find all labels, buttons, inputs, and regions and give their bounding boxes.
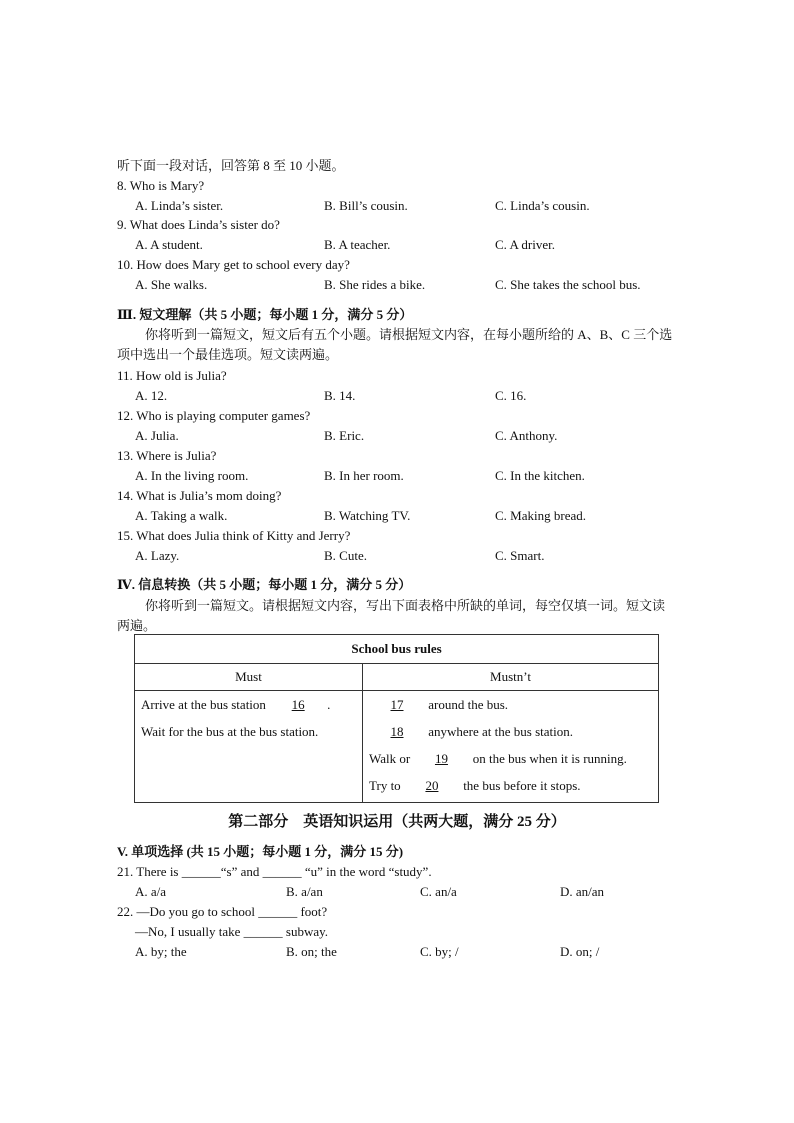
mustnt-column-header: Mustn’t — [363, 664, 659, 691]
question-13: 13. Where is Julia? — [117, 448, 217, 463]
must-cell — [135, 691, 363, 803]
mustnt-rule-3-text: on the bus when it is running. — [472, 751, 627, 766]
question-11-option-a: A. 12. — [135, 388, 168, 403]
question-14-option-c: C. Making bread. — [495, 508, 586, 523]
question-21-option-b: B. a/an — [286, 884, 323, 899]
question-11: 11. How old is Julia? — [117, 368, 227, 383]
question-11-option-c: C. 16. — [495, 388, 527, 403]
question-11-option-b: B. 14. — [324, 388, 356, 403]
question-9-option-b: B. A teacher. — [324, 237, 391, 252]
question-10-option-b: B. She rides a bike. — [324, 277, 426, 292]
blank-19[interactable]: 19 — [434, 751, 448, 766]
question-13-option-a: A. In the living room. — [135, 468, 249, 483]
question-8-option-b: B. Bill’s cousin. — [324, 198, 408, 213]
question-8-option-c: C. Linda’s cousin. — [495, 198, 590, 213]
table-caption: School bus rules — [135, 635, 659, 664]
section-3-title: Ⅲ. 短文理解（共 5 小题；每小题 1 分，满分 5 分） — [117, 307, 413, 322]
mustnt-rule-2 — [369, 724, 652, 751]
section-4-instruction: 你将听到一篇短文。请根据短文内容，写出下面表格中所缺的单词，每空仅填一词。短文读两遍。 — [117, 598, 666, 633]
question-12-option-c: C. Anthony. — [495, 428, 558, 443]
must-column-header: Must — [135, 664, 363, 691]
section-3-instruction: 你将听到一篇短文，短文后有五个小题。请根据短文内容，在每小题所给的 A、B、C 三个选项中选出一个最佳选项。短文读两遍。 — [117, 327, 673, 362]
mustnt-rule-4-text: the bus before it stops. — [463, 778, 581, 793]
question-13-option-c: C. In the kitchen. — [495, 468, 585, 483]
blank-18[interactable]: 18 — [390, 724, 404, 739]
question-22: 22. —Do you go to school ______ foot? — [117, 904, 328, 919]
question-12-option-b: B. Eric. — [324, 428, 365, 443]
listening-intro-8-10: 听下面一段对话，回答第 8 至 10 小题。 — [117, 158, 345, 173]
part-2-title: 第二部分 英语知识运用（共两大题，满分 25 分） — [228, 814, 566, 830]
question-21: 21. There is ______“s” and ______ “u” in the word “study”. — [117, 864, 432, 879]
question-15-option-c: C. Smart. — [495, 548, 545, 563]
question-9-option-c: C. A driver. — [495, 237, 555, 252]
question-14: 14. What is Julia’s mom doing? — [117, 488, 282, 503]
mustnt-cell — [363, 691, 659, 803]
question-22-option-c: C. by; / — [420, 944, 459, 959]
question-10: 10. How does Mary get to school every day? — [117, 257, 350, 272]
question-21-option-a: A. a/a — [135, 884, 167, 899]
question-9: 9. What does Linda’s sister do? — [117, 217, 280, 232]
question-14-option-b: B. Watching TV. — [324, 508, 411, 523]
mustnt-rule-2-text: anywhere at the bus station. — [428, 724, 574, 739]
must-rule-2: Wait for the bus at the bus station. — [141, 724, 319, 739]
mustnt-rule-4 — [369, 778, 652, 798]
school-bus-rules-table — [134, 634, 659, 803]
question-22-option-b: B. on; the — [286, 944, 337, 959]
question-9-option-a: A. A student. — [135, 237, 203, 252]
section-5-title: V. 单项选择 (共 15 小题；每小题 1 分，满分 15 分) — [117, 844, 404, 859]
question-14-option-a: A. Taking a walk. — [135, 508, 228, 523]
question-12-option-a: A. Julia. — [135, 428, 179, 443]
mustnt-rule-3-pre: Walk or — [369, 751, 411, 766]
blank-16[interactable]: 16 — [291, 697, 305, 712]
question-22-response: —No, I usually take ______ subway. — [135, 924, 329, 939]
question-10-option-c: C. She takes the school bus. — [495, 277, 641, 292]
mustnt-rule-1-text: around the bus. — [428, 697, 509, 712]
section-4-title: Ⅳ. 信息转换（共 5 小题；每小题 1 分，满分 5 分） — [117, 577, 412, 592]
question-10-option-a: A. She walks. — [135, 277, 208, 292]
question-22-option-d: D. on; / — [560, 944, 600, 959]
question-8-option-a: A. Linda’s sister. — [135, 198, 224, 213]
question-21-option-d: D. an/an — [560, 884, 605, 899]
mustnt-rule-1 — [369, 697, 652, 724]
mustnt-rule-4-pre: Try to — [369, 778, 401, 793]
question-15-option-b: B. Cute. — [324, 548, 367, 563]
must-rule-1 — [141, 697, 356, 724]
question-15-option-a: A. Lazy. — [135, 548, 180, 563]
blank-20[interactable]: 20 — [425, 778, 439, 793]
question-8: 8. Who is Mary? — [117, 178, 205, 193]
question-13-option-b: B. In her room. — [324, 468, 404, 483]
question-15: 15. What does Julia think of Kitty and Jerry? — [117, 528, 351, 543]
question-12: 12. Who is playing computer games? — [117, 408, 311, 423]
mustnt-rule-3 — [369, 751, 652, 778]
must-rule-1-end: . — [327, 697, 331, 712]
blank-17[interactable]: 17 — [390, 697, 404, 712]
question-21-option-c: C. an/a — [420, 884, 457, 899]
must-rule-1-text: Arrive at the bus station — [141, 697, 266, 712]
question-22-option-a: A. by; the — [135, 944, 187, 959]
